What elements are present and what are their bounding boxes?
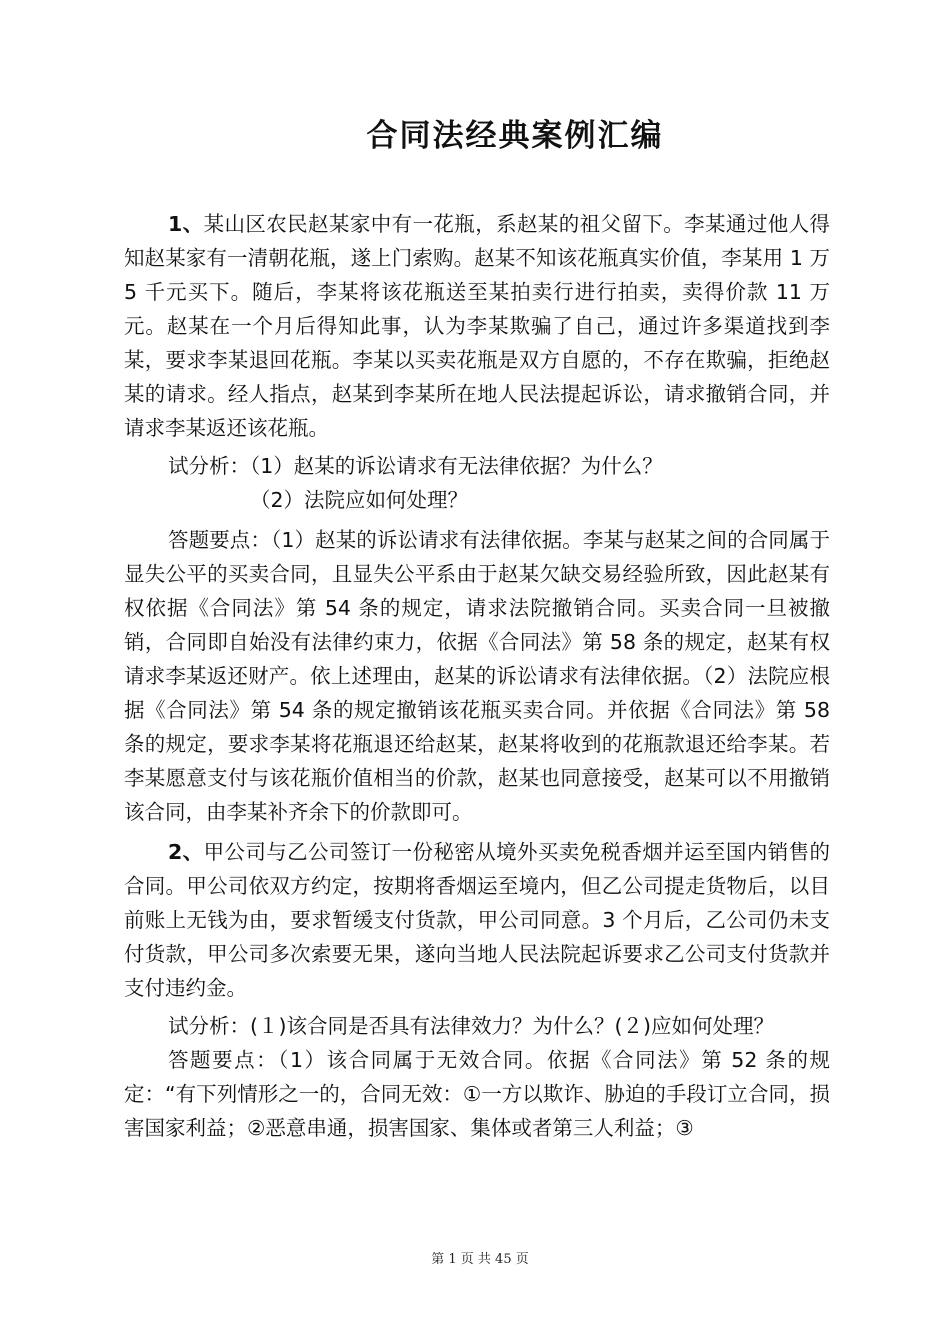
case-1-question-1: 试分析：（1）赵某的诉讼请求有无法律依据？为什么？ xyxy=(168,454,663,478)
case-1-answer: 答题要点：（1）赵某的诉讼请求有法律依据。李某与赵某之间的合同属于显失公平的买卖合同，且显失公平系由于赵某欠缺交易经验所致，因此赵某有权依据《合同法》第 54 条的规定，请求法院撤销合同。买卖合同一旦被撤销，合同即自始没有法律约束力，依据《合同法》第 58 条的规定，赵某有权请求李某返还财产。依上述理由，赵某的诉讼请求有法律依据。（2）法院应根据《合同法》第 54 条的规定撤销该花瓶买卖合同。并依据《合同法》第 58 条的规定，要求李某将花瓶退还给赵某，赵某将收到的花瓶款退还给李某。若李某愿意支付与该花瓶价值相当的价款，赵某也同意接受，赵某可以不用撤销该合同，由李某补齐余下的价款即可。 xyxy=(124,528,830,824)
case-2-number: 2、 xyxy=(168,840,204,864)
case-1-question-2: （2）法院应如何处理？ xyxy=(250,488,469,512)
case-1-facts xyxy=(124,207,830,445)
page-title: 合同法经典案例汇编 xyxy=(366,118,664,154)
case-2-answer: 答题要点：（1）该合同属于无效合同。依据《合同法》第 52 条的规定：“有下列情形之一的，合同无效：①一方以欺诈、胁迫的手段订立合同，损害国家利益；②恶意串通，损害国家、集体或者第三人利益；③ xyxy=(124,1048,830,1140)
case-2-question: 试分析：(１)该合同是否具有法律效力？为什么？(２)应如何处理？ xyxy=(168,1014,774,1038)
document-body xyxy=(124,207,830,1145)
case-1-facts-text: 某山区农民赵某家中有一花瓶，系赵某的祖父留下。李某通过他人得知赵某家有一清朝花瓶，遂上门索购。赵某不知该花瓶真实价值，李某用 1 万 5 千元买下。随后，李某将该花瓶送至某拍卖行进行拍卖，卖得价款 11 万元。赵某在一个月后得知此事，认为李某欺骗了自己，通过许多渠道找到李某，要求李某退回花瓶。李某以买卖花瓶是双方自愿的，不存在欺骗，拒绝赵某的请求。经人指点，赵某到李某所在地人民法提起诉讼，请求撤销合同，并请求李某返还该花瓶。 xyxy=(124,212,831,440)
case-2-facts xyxy=(124,835,830,1005)
page-footer: 第 1 页 共 45 页 xyxy=(431,1252,529,1267)
case-2-facts-text: 甲公司与乙公司签订一份秘密从境外买卖免税香烟并运至国内销售的合同。甲公司依双方约定，按期将香烟运至境内，但乙公司提走货物后，以目前账上无钱为由，要求暂缓支付货款，甲公司同意。3 个月后，乙公司仍未支付货款，甲公司多次索要无果，遂向当地人民法院起诉要求乙公司支付货款并支付违约金。 xyxy=(124,840,831,1000)
case-1-number: 1、 xyxy=(168,212,204,236)
